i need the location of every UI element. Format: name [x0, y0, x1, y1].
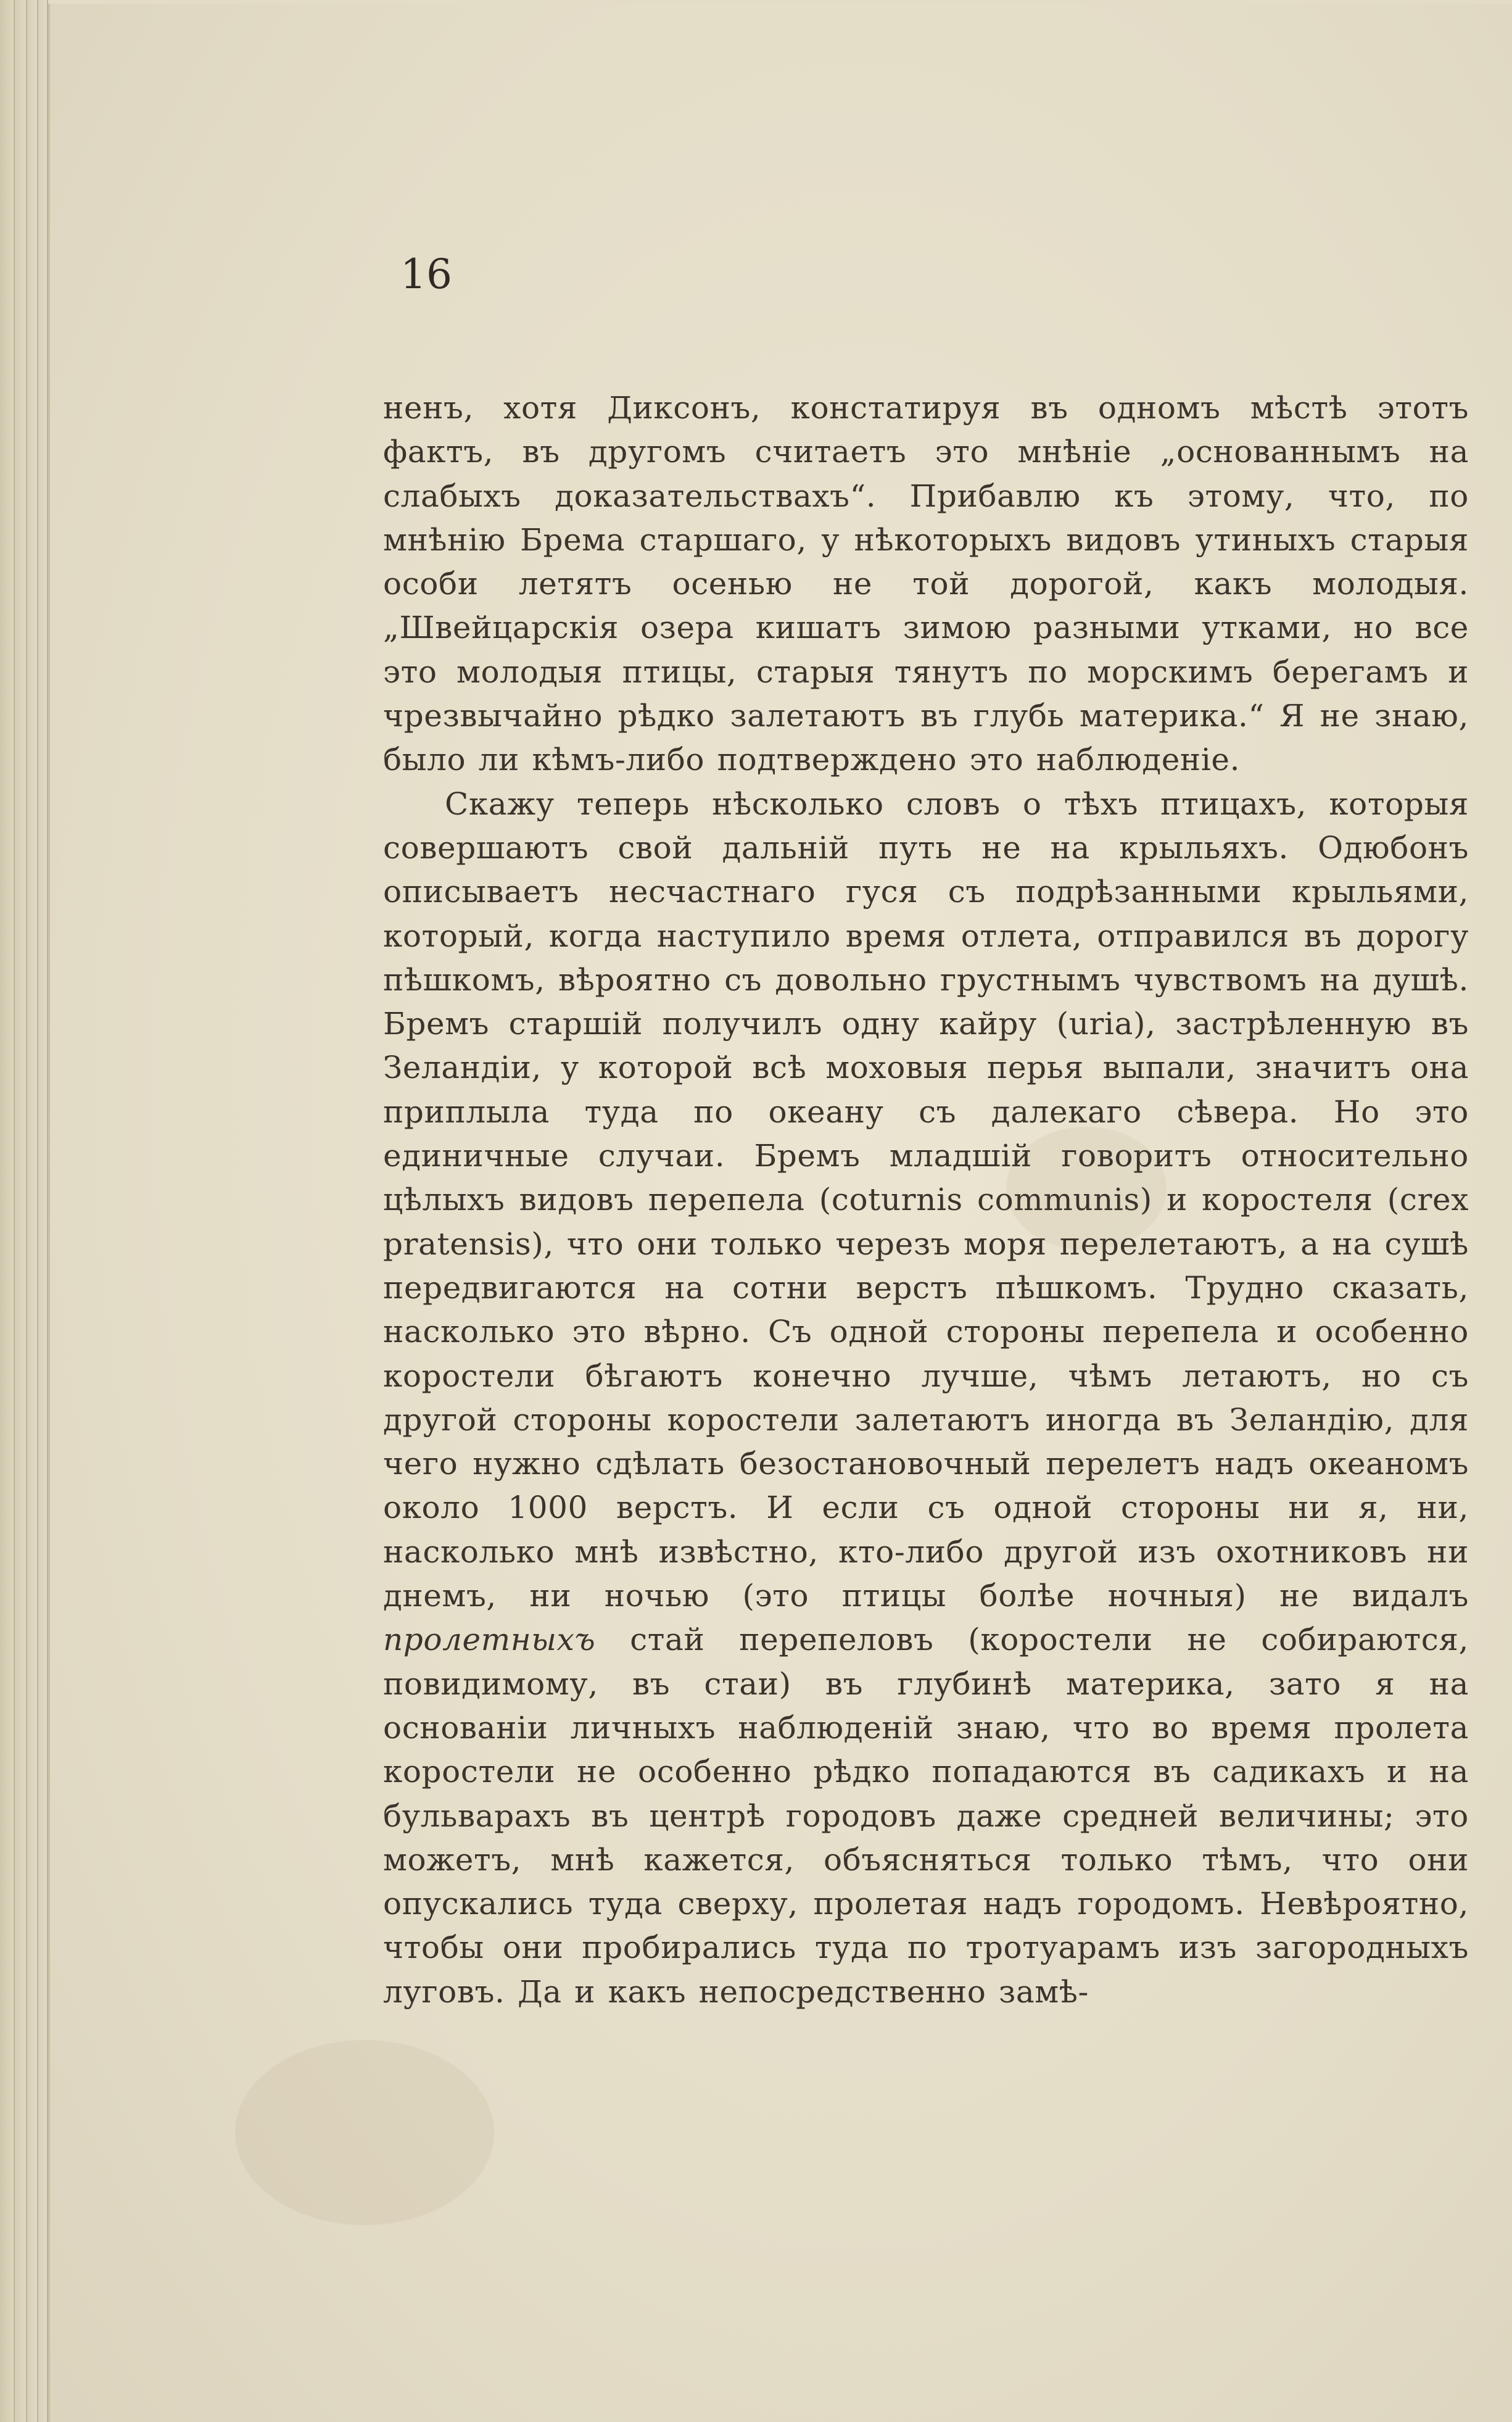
paragraph-text: Скажу теперь нѣсколько словъ о тѣхъ птицахъ, которыя совершаютъ свой дальній путь не на крыльяхъ. Одюбонъ описываетъ несчастнаго гуся съ подрѣзанными крыльями, который, когда наступило время отлета, отправился въ дорогу пѣшкомъ, вѣроятно съ довольно грустнымъ чувствомъ на душѣ. Бремъ старшій получилъ одну кайру (uria), застрѣленную въ Зеландіи, у которой всѣ моховыя перья выпали, значитъ она приплыла туда по океану съ далекаго сѣвера. Но это единичные случаи. Бремъ младшій говоритъ относительно цѣлыхъ видовъ перепела (coturnis communis) и коростеля (crex pratensis), что они только черезъ моря перелетаютъ, а на сушѣ передвигаются на сотни верстъ пѣшкомъ. Трудно сказать, насколько это вѣрно. Съ одной стороны перепела и особенно коростели бѣгаютъ конечно лучше, чѣмъ летаютъ, но съ другой стороны коростели залетаютъ иногда въ Зеландію, для чего нужно сдѣлать безостановочный перелетъ надъ океаномъ около 1000 верстъ. И если съ одной стороны ни я, ни, насколько мнѣ извѣстно, кто-либо другой изъ охотниковъ ни днемъ, ни ночью (это птицы болѣе ночныя) не видалъ — [383, 786, 1469, 1614]
page-number: 16 — [400, 251, 452, 298]
book-page — [48, 4, 1512, 2422]
body-text — [383, 386, 1469, 2014]
page-stack-edge — [0, 0, 15, 2422]
page-stack-edge — [38, 0, 48, 2422]
paragraph-continued: ненъ, хотя Диксонъ, констатируя въ одномъ мѣстѣ этотъ фактъ, въ другомъ считаетъ это мнѣніе „основаннымъ на слабыхъ доказательствахъ“. Прибавлю къ этому, что, по мнѣнію Брема старшаго, у нѣкоторыхъ видовъ утиныхъ старыя особи летятъ осенью не той дорогой, какъ молодыя. „Швейцарскія озера кишатъ зимою разными утками, но все это молодыя птицы, старыя тянутъ по морскимъ берегамъ и чрезвычайно рѣдко залетаютъ въ глубь материка.“ Я не знаю, было ли кѣмъ-либо подтверждено это наблюденіе. — [383, 390, 1469, 778]
paragraph — [383, 782, 1469, 2014]
page-stack-edge — [27, 0, 38, 2422]
page-stack-edge — [15, 0, 27, 2422]
paragraph-text: стай перепеловъ (коростели не собираются, повидимому, въ стаи) въ глубинѣ материка, зато я на основаніи личныхъ наблюденій знаю, что во время пролета коростели не особенно рѣдко попадаются въ садикахъ и на бульварахъ въ центрѣ городовъ даже средней величины; это можетъ, мнѣ кажется, объясняться только тѣмъ, что они опускались туда сверху, пролетая надъ городомъ. Невѣроятно, чтобы они пробирались туда по тротуарамъ изъ загородныхъ луговъ. Да и какъ непосредственно замѣ- — [383, 1622, 1469, 2010]
paper-stain — [235, 2040, 494, 2225]
italic-emphasis: пролетныхъ — [383, 1622, 596, 1658]
